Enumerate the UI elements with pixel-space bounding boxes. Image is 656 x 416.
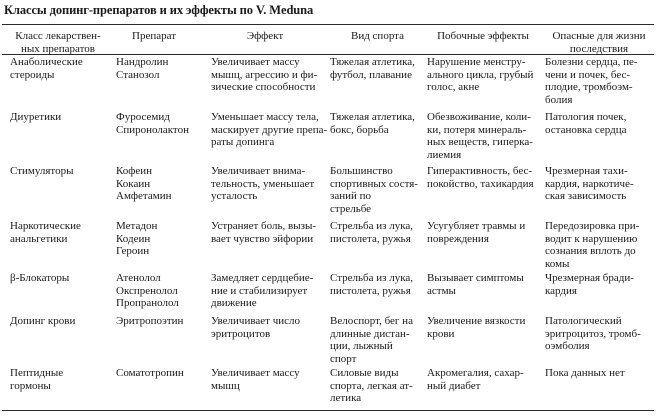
text-line: Класс лекарствен- [15, 30, 101, 42]
cell-side-effects [427, 315, 525, 340]
text-line: летика [330, 392, 362, 404]
text-line: Амфетамин [116, 190, 172, 202]
text-line: Станозол [116, 68, 160, 81]
text-line: Пока данных нет [545, 367, 625, 379]
text-line: Фуросемид [116, 111, 170, 123]
text-line: комы [545, 257, 570, 270]
text-line: длинные дистан- [330, 327, 410, 340]
text-line: ние и стабилизирует [211, 284, 308, 297]
cell-drug [116, 315, 183, 328]
text-line: Стрельба из лука, [330, 272, 414, 284]
cell-class [10, 367, 63, 392]
text-line: Стрельба из лука, [330, 220, 414, 232]
text-line: Тяжелая атлетика, [330, 56, 415, 68]
text-line: кардия, наркотиче- [545, 177, 634, 190]
cell-effect [211, 111, 327, 149]
cell-life-threat [545, 220, 639, 270]
text-line: Эритропоэтин [116, 315, 184, 327]
text-line: раты допинга [211, 136, 275, 148]
cell-life-threat [545, 367, 625, 380]
text-line: пистолета, ружья [330, 284, 411, 297]
table-title: Классы допинг-препаратов и их эффекты по V. Meduna [4, 3, 314, 17]
header-effect [210, 30, 320, 43]
text-line: сознания вплоть до [545, 245, 636, 257]
text-line: Увеличивает внима- [211, 165, 306, 177]
text-line: ки, потеря минераль- [427, 123, 527, 136]
cell-drug [116, 220, 157, 258]
text-line: Акромегалия, сахар- [427, 367, 524, 379]
text-line: Кокаин [116, 177, 151, 190]
text-line: последствия [569, 43, 629, 55]
text-line: Тяжелая атлетика, [330, 111, 415, 123]
cell-class [10, 165, 73, 178]
cell-effect [211, 165, 314, 203]
top-rule [2, 24, 654, 25]
text-line: спортивных состя- [330, 177, 418, 190]
text-line: стероиды [10, 68, 55, 81]
cell-side-effects [427, 220, 525, 245]
cell-side-effects [427, 367, 524, 392]
cell-class [10, 56, 83, 81]
text-line: гормоны [10, 379, 51, 392]
text-line: Передозировка при- [545, 220, 640, 232]
text-line: плодие, тромбоэм- [545, 81, 633, 93]
text-line: спорта, легкая ат- [330, 379, 413, 392]
text-line: Велоспорт, бег на [330, 315, 413, 327]
header-class [8, 30, 108, 56]
text-line: Силовые виды [330, 367, 399, 379]
text-line: футбол, плавание [330, 68, 412, 81]
text-line: Увеличение вязкости [427, 315, 526, 327]
cell-sport [330, 165, 418, 215]
cell-life-threat [545, 272, 634, 297]
text-line: Эффект [246, 30, 284, 42]
text-line: Нарушение менстру- [427, 56, 526, 68]
text-line: остановка сердца [545, 123, 627, 136]
text-line: β-Блокаторы [10, 272, 70, 284]
header-drug [114, 30, 194, 43]
text-line: Патология почек, [545, 111, 627, 123]
cell-sport [330, 272, 413, 297]
cell-life-threat [545, 56, 638, 106]
cell-sport [330, 220, 413, 245]
text-line: Чрезмерная бради- [545, 272, 634, 284]
text-line: Диуретики [10, 111, 62, 123]
text-line: спорт [330, 352, 357, 365]
cell-drug [116, 367, 184, 380]
text-line: Соматотропин [116, 367, 184, 379]
text-line: Большинство [330, 165, 393, 177]
text-line: болия [545, 93, 573, 106]
text-line: астмы [427, 284, 456, 297]
text-line: водит к нарушению [545, 232, 638, 245]
cell-sport [330, 367, 413, 405]
text-line: пистолета, ружья [330, 232, 411, 245]
text-line: Наркотические [10, 220, 81, 232]
text-line: маскирует другие препа- [211, 123, 328, 136]
text-line: Спиронолактон [116, 123, 189, 136]
cell-drug [116, 56, 168, 81]
cell-side-effects [427, 165, 534, 190]
text-line: лиемия [427, 148, 462, 161]
text-line: ального цикла, грубый [427, 68, 534, 81]
text-line: Анаболические [10, 56, 83, 68]
text-line: Пропранолол [116, 297, 179, 309]
text-line: бокс, борьба [330, 123, 389, 136]
text-line: покойство, тахикардия [427, 177, 534, 190]
text-line: Нандролин [116, 56, 169, 68]
text-line: ный диабет [427, 379, 481, 392]
cell-effect [211, 220, 316, 245]
text-line: Метадон [116, 220, 158, 232]
cell-side-effects [427, 272, 524, 297]
text-line: Гиперактивность, бес- [427, 165, 533, 177]
text-line: чени и почек, бес- [545, 68, 631, 81]
bottom-rule [2, 410, 654, 411]
text-line: Увеличивает массу [211, 56, 300, 68]
text-line: Окспренолол [116, 284, 178, 297]
cell-effect [211, 367, 300, 392]
cell-sport [330, 56, 415, 81]
text-line: Кодеин [116, 232, 151, 245]
text-line: заний по [330, 190, 372, 202]
cell-drug [116, 111, 189, 136]
text-line: ская зависимость [545, 190, 627, 202]
text-line: Стимуляторы [10, 165, 74, 177]
text-line: Препарат [132, 30, 176, 42]
text-line: стрельбе [330, 202, 372, 215]
text-line: мышц [211, 379, 240, 392]
text-line: Усугубляет травмы и [427, 220, 526, 232]
cell-side-effects [427, 56, 533, 94]
text-line: ных препаратов [20, 43, 96, 55]
text-line: Кофеин [116, 165, 153, 177]
text-line: мышц, агрессию и фи- [211, 68, 318, 81]
text-line: Болезни сердца, пе- [545, 56, 638, 68]
text-line: Вид спорта [350, 30, 405, 42]
text-line: голос, акне [427, 81, 480, 93]
text-line: эритроцитов [211, 327, 271, 340]
cell-life-threat [545, 165, 634, 203]
text-line: Устраняет боль, вызы- [211, 220, 316, 232]
text-line: анальгетики [10, 232, 68, 245]
text-line: повреждения [427, 232, 489, 245]
text-line: Обезвоживание, коли- [427, 111, 531, 123]
cell-class [10, 220, 81, 245]
text-line: ции, лыжный [330, 340, 393, 352]
text-line: Допинг крови [10, 315, 76, 327]
cell-effect [211, 272, 313, 310]
cell-drug [116, 165, 171, 203]
text-line: эритроцитоз, тромб- [545, 327, 641, 340]
cell-class [10, 272, 69, 285]
text-line: Увеличивает число [211, 315, 301, 327]
cell-class [10, 315, 75, 328]
text-line: Уменьшает массу тела, [211, 111, 319, 123]
text-line: Патологический [545, 315, 622, 327]
text-line: Опасные для жизни [552, 30, 646, 42]
header-sport [330, 30, 425, 43]
text-line: Побочные эффекты [437, 30, 529, 42]
cell-life-threat [545, 111, 627, 136]
cell-effect [211, 56, 317, 94]
cell-life-threat [545, 315, 641, 353]
text-line: Вызывает симптомы [427, 272, 524, 284]
text-line: оэмболия [545, 340, 590, 352]
text-line: движение [211, 297, 257, 309]
text-line: усталость [211, 190, 258, 202]
cell-sport [330, 315, 413, 365]
cell-side-effects [427, 111, 533, 161]
text-line: кардия [545, 284, 577, 297]
text-line: Атенолол [116, 272, 161, 284]
text-line: Замедляет сердцебие- [211, 272, 314, 284]
text-line: зические способности [211, 81, 316, 93]
text-line: ных веществ, гиперка- [427, 136, 533, 148]
text-line: Чрезмерная тахи- [545, 165, 628, 177]
cell-drug [116, 272, 179, 310]
cell-effect [211, 315, 300, 340]
text-line: крови [427, 327, 455, 340]
text-line: Героин [116, 245, 150, 257]
cell-class [10, 111, 61, 124]
text-line: Пептидные [10, 367, 64, 379]
text-line: тельность, уменьшает [211, 177, 315, 190]
header-side-effects [427, 30, 539, 43]
cell-sport [330, 111, 415, 136]
text-line: Увеличивает массу [211, 367, 300, 379]
text-line: вает чувство эйфории [211, 232, 314, 245]
header-life-threat [545, 30, 653, 56]
